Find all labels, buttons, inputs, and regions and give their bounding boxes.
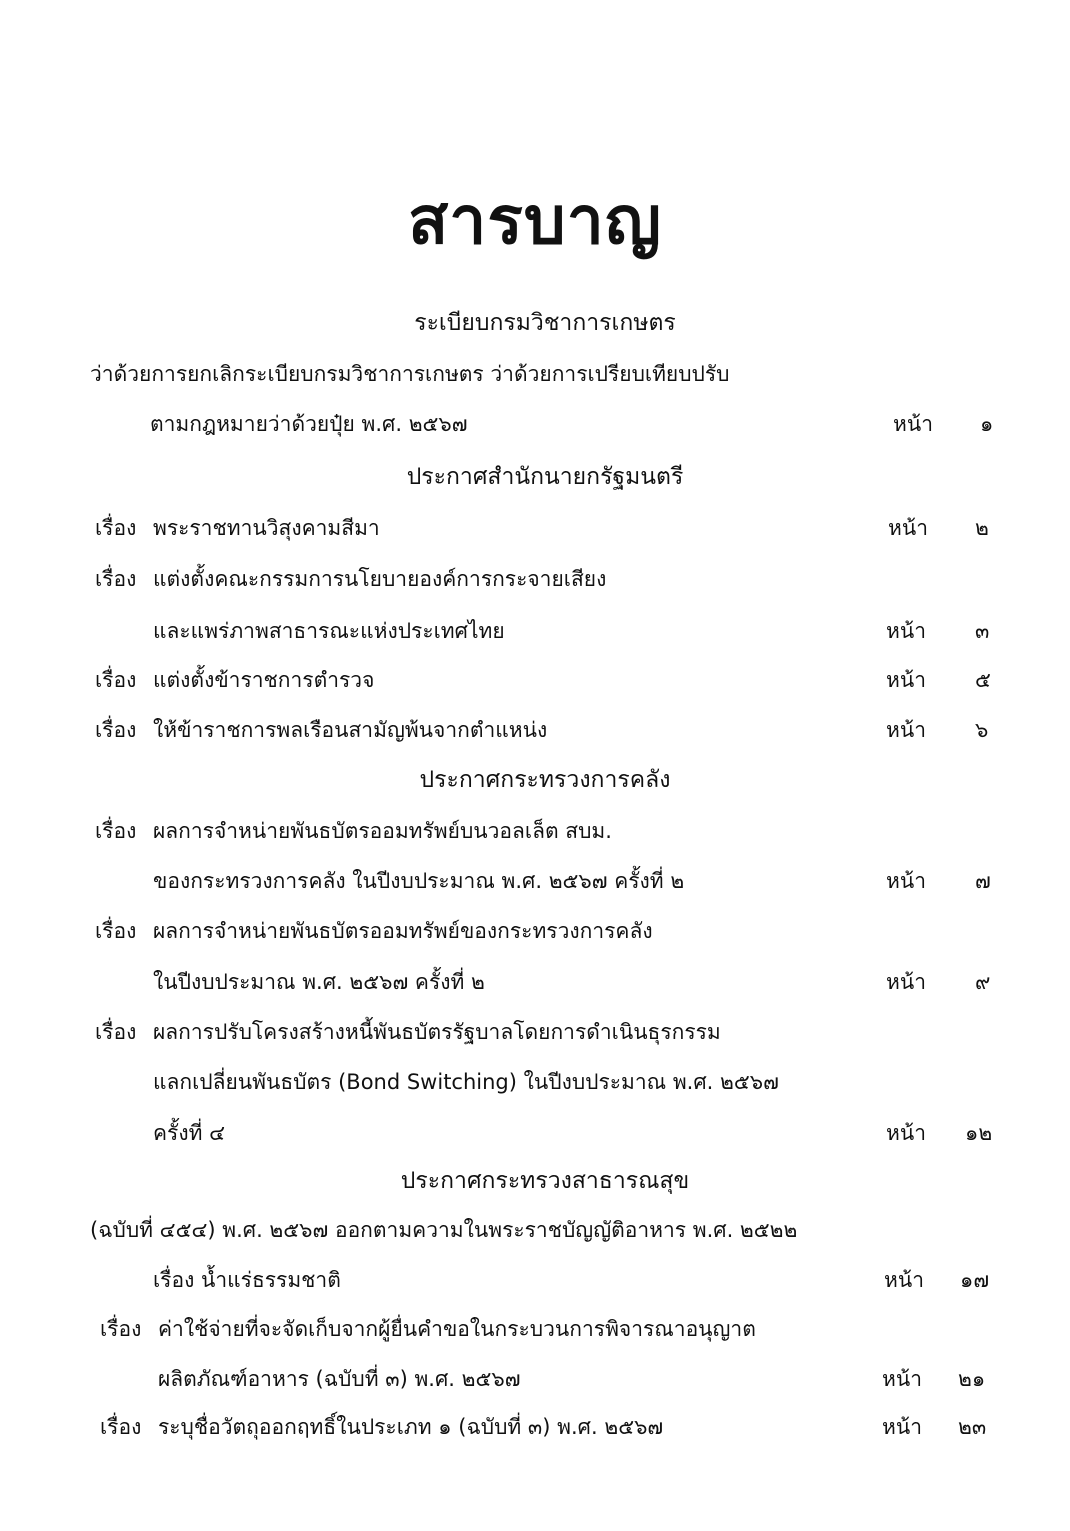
page-number: ๙	[975, 970, 991, 994]
page-number: ๖	[975, 718, 989, 742]
page-label: หน้า	[888, 516, 928, 540]
entry-prefix: เรื่อง	[95, 919, 137, 943]
entry-line: ในปีงบประมาณ พ.ศ. ๒๕๖๗ ครั้งที่ ๒	[153, 970, 485, 994]
entry-line: ของกระทรวงการคลัง ในปีงบประมาณ พ.ศ. ๒๕๖๗ ครั้งที่ ๒	[153, 869, 685, 893]
page-label: หน้า	[886, 619, 926, 643]
entry-prefix: เรื่อง	[95, 668, 137, 692]
entry-line: ระบุชื่อวัตถุออกฤทธิ์ในประเภท ๑ (ฉบับที่ ๓) พ.ศ. ๒๕๖๗	[158, 1415, 664, 1439]
section-heading: ประกาศกระทรวงการคลัง	[419, 767, 671, 793]
page-label: หน้า	[886, 668, 926, 692]
page-number: ๑	[980, 412, 994, 436]
page-number: ๓	[975, 619, 990, 643]
entry-prefix: เรื่อง	[95, 1020, 137, 1044]
entry-prefix: เรื่อง	[100, 1415, 142, 1439]
page-number: ๒๑	[958, 1367, 986, 1391]
page-number: ๕	[975, 668, 991, 692]
entry-line: (ฉบับที่ ๔๕๔) พ.ศ. ๒๕๖๗ ออกตามความในพระราชบัญญัติอาหาร พ.ศ. ๒๕๒๒	[90, 1218, 798, 1242]
page-label: หน้า	[882, 1367, 922, 1391]
entry-line: แลกเปลี่ยนพันธบัตร (Bond Switching) ในปีงบประมาณ พ.ศ. ๒๕๖๗	[153, 1070, 779, 1094]
page-number: ๗	[975, 869, 991, 893]
page-label: หน้า	[893, 412, 933, 436]
page-title: สารบาญ	[408, 181, 662, 259]
entry-prefix: เรื่อง	[100, 1317, 142, 1341]
entry-line: แต่งตั้งคณะกรรมการนโยบายองค์การกระจายเสียง	[153, 567, 607, 591]
section-heading: ระเบียบกรมวิชาการเกษตร	[414, 310, 676, 336]
entry-line: ตามกฎหมายว่าด้วยปุ๋ย พ.ศ. ๒๕๖๗	[150, 412, 468, 436]
entry-line: ผลการจำหน่ายพันธบัตรออมทรัพย์ของกระทรวงการคลัง	[153, 919, 653, 943]
page-label: หน้า	[886, 1121, 926, 1145]
page-label: หน้า	[882, 1415, 922, 1439]
page-number: ๑๗	[960, 1268, 990, 1292]
entry-line: ผลการปรับโครงสร้างหนี้พันธบัตรรัฐบาลโดยการดำเนินธุรกรรม	[153, 1020, 721, 1044]
entry-prefix: เรื่อง	[95, 516, 137, 540]
entry-line: ครั้งที่ ๔	[153, 1121, 225, 1145]
page-number: ๒	[975, 516, 989, 540]
entry-prefix: เรื่อง	[95, 819, 137, 843]
entry-line: พระราชทานวิสุงคามสีมา	[153, 516, 380, 540]
entry-prefix: เรื่อง	[95, 718, 137, 742]
entry-line: ว่าด้วยการยกเลิกระเบียบกรมวิชาการเกษตร ว่าด้วยการเปรียบเทียบปรับ	[90, 362, 730, 386]
entry-line: ผลการจำหน่ายพันธบัตรออมทรัพย์บนวอลเล็ต สบม.	[153, 819, 612, 843]
entry-line: ค่าใช้จ่ายที่จะจัดเก็บจากผู้ยื่นคำขอในกระบวนการพิจารณาอนุญาต	[158, 1317, 756, 1341]
page-label: หน้า	[884, 1268, 924, 1292]
page-label: หน้า	[886, 869, 926, 893]
entry-line: ผลิตภัณฑ์อาหาร (ฉบับที่ ๓) พ.ศ. ๒๕๖๗	[158, 1367, 521, 1391]
page-label: หน้า	[886, 970, 926, 994]
entry-prefix: เรื่อง	[95, 567, 137, 591]
page-number: ๑๒	[965, 1121, 993, 1145]
entry-line: และแพร่ภาพสาธารณะแห่งประเทศไทย	[153, 619, 505, 643]
entry-line: แต่งตั้งข้าราชการตำรวจ	[153, 668, 375, 692]
entry-line: ให้ข้าราชการพลเรือนสามัญพ้นจากตำแหน่ง	[153, 718, 548, 742]
entry-line: เรื่อง น้ำแร่ธรรมชาติ	[153, 1268, 341, 1292]
page-number: ๒๓	[958, 1415, 987, 1439]
page-label: หน้า	[886, 718, 926, 742]
section-heading: ประกาศกระทรวงสาธารณสุข	[400, 1168, 690, 1194]
section-heading: ประกาศสำนักนายกรัฐมนตรี	[406, 464, 684, 490]
